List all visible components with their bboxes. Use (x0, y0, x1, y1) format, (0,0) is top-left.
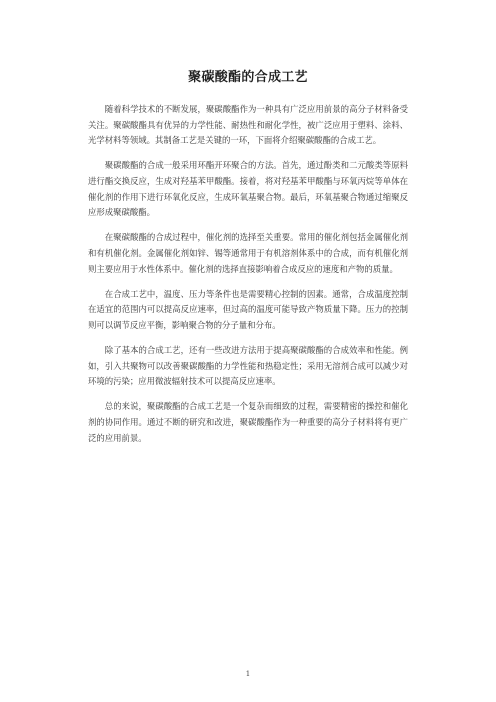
paragraph-3: 在聚碳酸酯的合成过程中，催化剂的选择至关重要。常用的催化剂包括金属催化剂和有机催化剂。金属催化剂如锌、锡等通常用于有机溶剂体系中的合成，而有机催化剂则主要应用于水性体系中。催化剂的选择直接影响着合成反应的速度和产物的质量。 (88, 232, 408, 274)
paragraph-1: 随着科学技术的不断发展，聚碳酸酯作为一种具有广泛应用前景的高分子材料备受关注。聚碳酸酯具有优异的力学性能、耐热性和耐化学性，被广泛应用于塑料、涂料、光学材料等领域。其制备工艺是关键的一环，下面将介绍聚碳酸酯的合成工艺。 (88, 104, 408, 146)
paragraph-2: 聚碳酸酯的合成一般采用环酯开环聚合的方法。首先，通过酚类和二元酸类等原料进行酯交换反应，生成对羟基苯甲酸酯。接着，将对羟基苯甲酸酯与环氧丙烷等单体在催化剂的作用下进行环氧化反应，生成环氧基聚合物。最后，环氧基聚合物通过缩聚反应形成聚碳酸酯。 (88, 160, 408, 218)
paragraph-6: 总的来说，聚碳酸酯的合成工艺是一个复杂而细致的过程，需要精密的操控和催化剂的协同作用。通过不断的研究和改进，聚碳酸酯作为一种重要的高分子材料将有更广泛的应用前景。 (88, 401, 408, 443)
document-body (88, 102, 408, 456)
paragraph-4: 在合成工艺中，温度、压力等条件也是需要精心控制的因素。通常，合成温度控制在适宜的范围内可以提高反应速率，但过高的温度可能导致产物质量下降。压力的控制则可以调节反应平衡，影响聚合物的分子量和分布。 (88, 288, 408, 330)
page-number: 1 (245, 670, 251, 678)
document-title: 聚碳酸酯的合成工艺 (188, 70, 308, 85)
paragraph-5: 除了基本的合成工艺，还有一些改进方法用于提高聚碳酸酯的合成效率和性能。例如，引入共聚物可以改善聚碳酸酯的力学性能和热稳定性；采用无溶剂合成可以减少对环境的污染；应用微波辐射技术可以提高反应速率。 (88, 345, 408, 387)
